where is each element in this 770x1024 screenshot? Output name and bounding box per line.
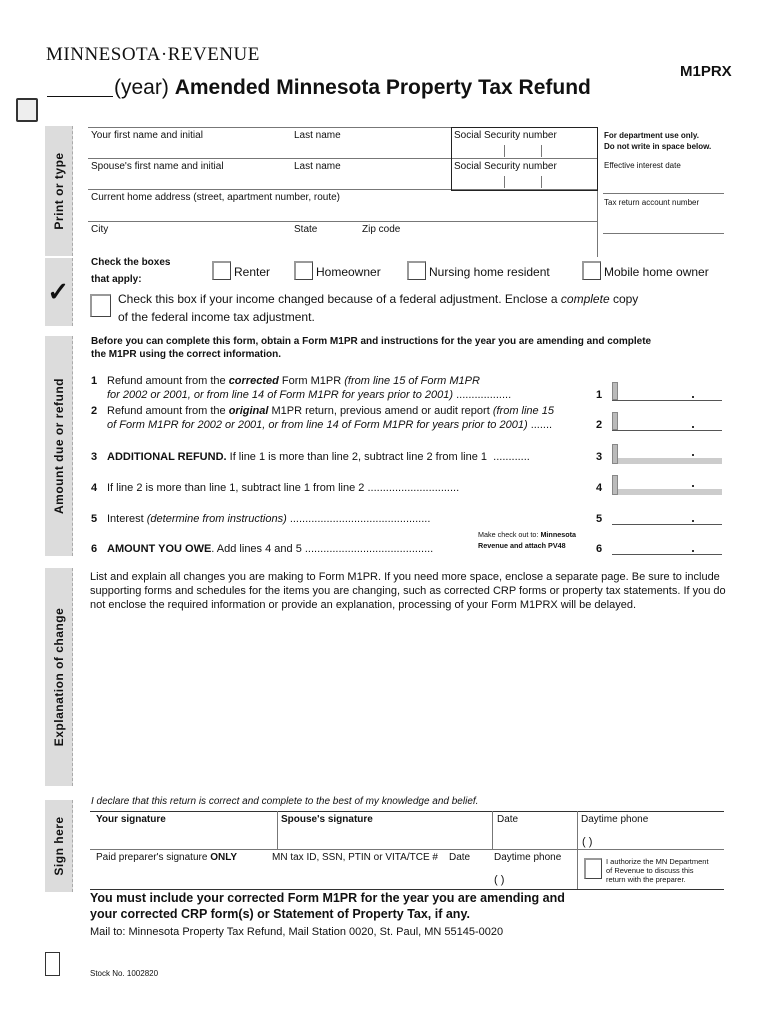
include-note: You must include your corrected Form M1PR for the year you are amending and bbox=[90, 891, 565, 905]
mail-address: Mail to: Minnesota Property Tax Refund, Mail Station 0020, St. Paul, MN 55145-0020 bbox=[90, 926, 504, 938]
line-number: 3 bbox=[596, 451, 603, 463]
spouse-ssn-label: Social Security number bbox=[454, 161, 557, 172]
divider bbox=[90, 889, 724, 890]
check-boxes-label-2: that apply: bbox=[91, 274, 142, 285]
text: Check this box if your income changed because of a federal adjustment. Enclose a bbox=[118, 292, 561, 306]
line-4-amount[interactable] bbox=[612, 477, 722, 495]
text: ADDITIONAL REFUND. bbox=[107, 451, 227, 463]
text: Make check out to: bbox=[478, 530, 541, 539]
spouse-signature-field[interactable]: Spouse's signature bbox=[281, 814, 373, 825]
text: Sign here bbox=[51, 816, 66, 876]
text: .......................................... bbox=[304, 543, 434, 555]
interest-date-label: Effective interest date bbox=[604, 161, 681, 170]
line-5-amount[interactable] bbox=[612, 510, 722, 525]
text: Minnesota bbox=[540, 530, 577, 539]
text: (from line 15 of Form M1PR bbox=[344, 375, 480, 387]
line-number: 2 bbox=[596, 419, 603, 431]
title-text: Amended Minnesota Property Tax Refund bbox=[174, 76, 591, 99]
divider bbox=[541, 145, 542, 157]
text: If line 1 is more than line 2, subtract line 2 from line 1 bbox=[226, 451, 488, 463]
text bbox=[692, 550, 694, 552]
page-title bbox=[114, 76, 591, 100]
city-field[interactable]: City bbox=[91, 224, 109, 235]
year-field[interactable] bbox=[47, 96, 113, 97]
text: Refund amount from the bbox=[107, 405, 229, 417]
tab-check bbox=[45, 258, 73, 326]
renter-checkbox[interactable] bbox=[212, 261, 231, 280]
federal-adjustment-checkbox[interactable] bbox=[90, 294, 111, 317]
text: .............................. bbox=[367, 482, 460, 494]
text: Print or type bbox=[51, 152, 66, 230]
divider bbox=[90, 849, 724, 850]
phone-parens: ( ) bbox=[582, 836, 593, 848]
divider bbox=[577, 811, 578, 889]
mobile-home-checkbox[interactable] bbox=[582, 261, 601, 280]
line-1-text-2 bbox=[107, 389, 511, 401]
text bbox=[692, 454, 694, 456]
stock-number: Stock No. 1002820 bbox=[90, 969, 159, 978]
amount-intro-2: the M1PR using the correct information. bbox=[91, 349, 282, 360]
line-2-text bbox=[107, 405, 554, 417]
state-field[interactable]: State bbox=[294, 224, 318, 235]
your-signature-field[interactable]: Your signature bbox=[96, 814, 166, 825]
nursing-home-checkbox[interactable] bbox=[407, 261, 426, 280]
text: ....... bbox=[530, 419, 553, 431]
text: of Revenue to discuss this bbox=[606, 866, 694, 875]
line-1-text bbox=[107, 375, 480, 387]
nursing-home-label: Nursing home resident bbox=[429, 265, 550, 279]
amount-intro: Before you can complete this form, obtain a Form M1PR and instructions for the year you are amending and complete bbox=[91, 336, 652, 347]
federal-adjustment-text bbox=[118, 292, 638, 306]
declaration: I declare that this return is correct and complete to the best of my knowledge and belief. bbox=[91, 796, 479, 807]
account-number-label: Tax return account number bbox=[604, 198, 700, 207]
text bbox=[692, 426, 694, 428]
text bbox=[612, 382, 618, 400]
first-name-field[interactable]: Your first name and initial bbox=[91, 130, 203, 141]
explanation-textarea[interactable] bbox=[90, 630, 726, 790]
preparer-date-field[interactable]: Date bbox=[449, 852, 471, 863]
check-boxes-label: Check the boxes bbox=[91, 257, 171, 268]
text: M1PR return, previous amend or audit report bbox=[268, 405, 493, 417]
line-number: 2 bbox=[91, 405, 98, 417]
text: I authorize the MN Department bbox=[606, 857, 709, 866]
include-note-2: your corrected CRP form(s) or Statement of Property Tax, if any. bbox=[90, 907, 470, 921]
last-name-field[interactable]: Last name bbox=[294, 130, 341, 141]
dept-note-2: Do not write in space below. bbox=[604, 142, 712, 151]
line-6-amount[interactable] bbox=[612, 540, 722, 555]
preparer-phone-field[interactable]: Daytime phone bbox=[494, 852, 562, 863]
text: return with the preparer. bbox=[606, 875, 686, 884]
line-3-text bbox=[107, 451, 530, 463]
text: (determine from instructions) bbox=[146, 513, 287, 525]
form-code: M1PRX bbox=[680, 63, 732, 80]
mobile-home-label: Mobile home owner bbox=[604, 265, 709, 279]
line-number: 6 bbox=[91, 543, 98, 555]
line-1-amount[interactable] bbox=[612, 386, 722, 401]
line-number: 4 bbox=[91, 482, 98, 494]
homeowner-label: Homeowner bbox=[316, 265, 381, 279]
title-year: (year) bbox=[114, 76, 169, 99]
preparer-phone-parens: ( ) bbox=[494, 874, 505, 886]
authorize-checkbox[interactable] bbox=[584, 858, 602, 879]
federal-adjustment-text-2: of the federal income tax adjustment. bbox=[118, 310, 315, 324]
text: .................. bbox=[456, 389, 512, 401]
text: complete bbox=[560, 292, 610, 306]
divider bbox=[277, 811, 278, 849]
text: Interest bbox=[107, 513, 147, 525]
text: If line 2 is more than line 1, subtract line 1 from line 2 bbox=[107, 482, 365, 494]
tab-sign bbox=[45, 800, 73, 892]
text: ONLY bbox=[210, 852, 238, 863]
line-3-amount[interactable] bbox=[612, 446, 722, 464]
divider bbox=[88, 221, 597, 222]
divider bbox=[504, 176, 505, 188]
text: Refund amount from the bbox=[107, 375, 229, 387]
authorize-text bbox=[606, 857, 709, 884]
dept-note: For department use only. bbox=[604, 131, 699, 140]
text: original bbox=[228, 405, 269, 417]
text bbox=[692, 396, 694, 398]
text bbox=[692, 485, 694, 487]
check-note-2: Revenue and attach PV48 bbox=[478, 541, 566, 550]
text bbox=[612, 444, 618, 464]
explanation-instructions: List and explain all changes you are making to Form M1PR. If you need more space, enclose a separate page. Be sure to include supporting forms and schedules for the items you are changing, such as corrected CRP forms or property tax statements. If you do not enclose the required information or provide an explanation, processing of your Form M1PRX will be delayed. bbox=[90, 571, 726, 611]
tab-amount bbox=[45, 336, 73, 556]
spouse-last-name-field[interactable]: Last name bbox=[294, 161, 341, 172]
line-number: 5 bbox=[91, 513, 98, 525]
line-2-text-2 bbox=[107, 419, 552, 431]
ssn-label: Social Security number bbox=[454, 130, 557, 141]
divider bbox=[504, 145, 505, 157]
divider bbox=[90, 811, 724, 812]
divider bbox=[541, 176, 542, 188]
address-field[interactable]: Current home address (street, apartment number, route) bbox=[91, 192, 341, 203]
text: (from line 15 bbox=[492, 405, 554, 417]
line-5-text bbox=[107, 513, 430, 525]
text: Amount due or refund bbox=[51, 378, 66, 514]
spouse-first-name-field[interactable]: Spouse's first name and initial bbox=[91, 161, 224, 172]
text: for 2002 or 2001, or from line 14 of Form M1PR for years prior to 2001) bbox=[107, 389, 454, 401]
text: Form M1PR bbox=[278, 375, 345, 387]
logo: MINNESOTA·REVENUE bbox=[46, 44, 260, 65]
line-number: 4 bbox=[596, 482, 603, 494]
line-number: 1 bbox=[596, 389, 603, 401]
line-number: 6 bbox=[596, 543, 603, 555]
divider bbox=[603, 193, 724, 194]
text: Paid preparer's signature bbox=[96, 852, 211, 863]
checkmark-icon: ✓ bbox=[47, 276, 70, 307]
text: . Add lines 4 and 5 bbox=[211, 543, 302, 555]
tab-print-or-type bbox=[45, 126, 73, 256]
text: AMOUNT YOU OWE bbox=[107, 543, 212, 555]
check-note bbox=[478, 530, 576, 538]
renter-label: Renter bbox=[234, 265, 271, 279]
text: .............................................. bbox=[289, 513, 431, 525]
preparer-id-field[interactable]: MN tax ID, SSN, PTIN or VITA/TCE # bbox=[272, 852, 438, 863]
text: Explanation of change bbox=[51, 607, 66, 747]
date-field[interactable]: Date bbox=[497, 814, 519, 825]
line-4-text bbox=[107, 482, 459, 494]
line-number: 5 bbox=[596, 513, 603, 525]
text: copy bbox=[609, 292, 639, 306]
document-icon bbox=[16, 98, 38, 122]
text: ............ bbox=[493, 451, 530, 463]
zip-field[interactable]: Zip code bbox=[362, 224, 401, 235]
text bbox=[692, 520, 694, 522]
divider bbox=[603, 233, 724, 234]
text: of Form M1PR for 2002 or 2001, or from line 14 of Form M1PR for years prior to 2001) bbox=[107, 419, 528, 431]
line-2-amount[interactable] bbox=[612, 416, 722, 431]
text: corrected bbox=[228, 375, 279, 387]
text bbox=[612, 412, 618, 430]
preparer-signature-field[interactable] bbox=[96, 852, 237, 863]
homeowner-checkbox[interactable] bbox=[294, 261, 313, 280]
line-number: 1 bbox=[91, 375, 98, 387]
line-6-text bbox=[107, 543, 433, 555]
corner-box bbox=[45, 952, 60, 976]
tab-explanation bbox=[45, 568, 73, 786]
divider bbox=[492, 811, 493, 849]
line-number: 3 bbox=[91, 451, 98, 463]
daytime-phone-field[interactable]: Daytime phone bbox=[581, 814, 649, 825]
text bbox=[612, 475, 618, 495]
